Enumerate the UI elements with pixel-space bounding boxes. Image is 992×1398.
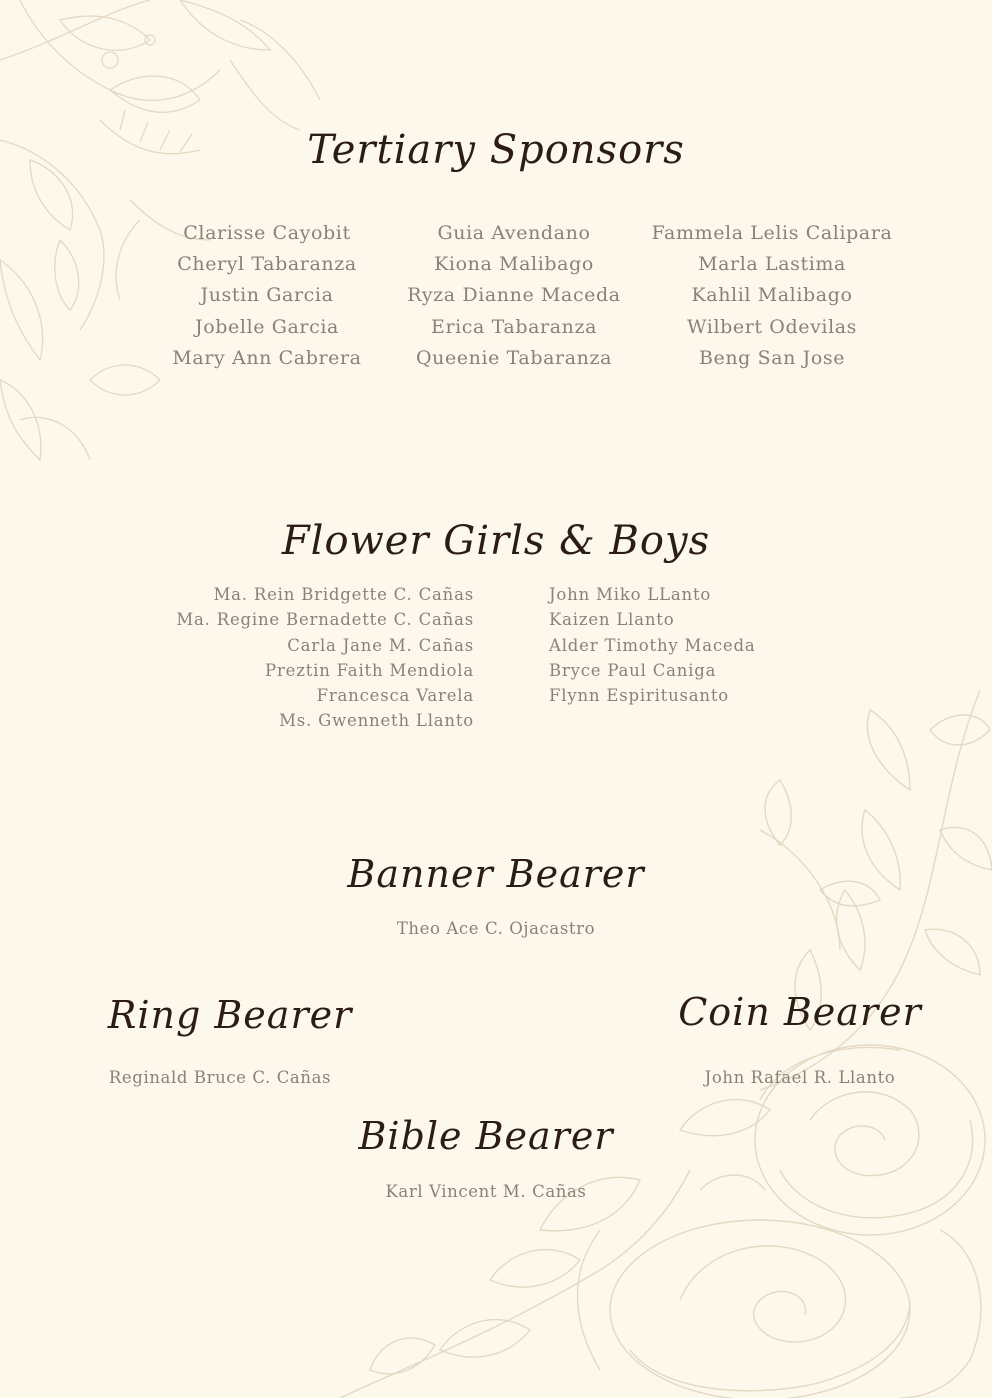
flower-girls-boys-title: Flower Girls & Boys: [281, 518, 711, 564]
list-item: Marla Lastima: [698, 253, 846, 276]
coin-bearer-title: Coin Bearer: [678, 990, 922, 1034]
tertiary-sponsors-column-2: [389, 218, 639, 374]
list-item: Mary Ann Cabrera: [172, 346, 362, 369]
bible-bearer-name: Karl Vincent M. Cañas: [385, 1182, 587, 1201]
list-item: Clarisse Cayobit: [183, 222, 351, 244]
ring-bearer-name: Reginald Bruce C. Cañas: [108, 1068, 332, 1087]
list-item: Fammela Lelis Calipara: [651, 222, 893, 244]
list-item: Erica Tabaranza: [430, 315, 598, 338]
list-item: Ryza Dianne Maceda: [407, 284, 621, 307]
list-item: Ma. Rein Bridgette C. Cañas: [213, 585, 474, 604]
list-item: Flynn Espiritusanto: [549, 686, 730, 706]
list-item: Ma. Regine Bernadette C. Cañas: [176, 610, 474, 630]
tertiary-sponsors-column-1: [147, 218, 387, 374]
list-item: Kaizen Llanto: [549, 610, 675, 630]
list-item: Beng San Jose: [698, 346, 846, 369]
list-item: Alder Timothy Maceda: [549, 635, 756, 655]
list-item: Guia Avendano: [437, 222, 591, 244]
tertiary-sponsors-title: Tertiary Sponsors: [307, 127, 685, 173]
floral-bottom-right-icon: [340, 670, 992, 1398]
flower-boys-list: [549, 582, 849, 708]
list-item: Carla Jane M. Cañas: [287, 635, 474, 655]
list-item: Justin Garcia: [200, 284, 334, 307]
list-item: Cheryl Tabaranza: [177, 253, 357, 276]
list-item: Queenie Tabaranza: [415, 346, 613, 369]
list-item: Bryce Paul Caniga: [549, 660, 717, 680]
list-item: Ms. Gwenneth Llanto: [279, 711, 474, 731]
banner-bearer-name: Theo Ace C. Ojacastro: [396, 919, 596, 938]
coin-bearer-name: John Rafael R. Llanto: [704, 1068, 896, 1087]
list-item: Jobelle Garcia: [195, 315, 339, 338]
ring-bearer-title: Ring Bearer: [107, 993, 353, 1037]
list-item: Kiona Malibago: [434, 253, 594, 276]
bible-bearer-title: Bible Bearer: [358, 1114, 614, 1158]
list-item: Francesca Varela: [316, 686, 474, 706]
flower-girls-list: [140, 582, 474, 734]
banner-bearer-title: Banner Bearer: [347, 852, 645, 896]
list-item: John Miko LLanto: [549, 585, 712, 604]
list-item: Preztin Faith Mendiola: [265, 660, 474, 680]
tertiary-sponsors-column-3: [632, 218, 912, 374]
list-item: Kahlil Malibago: [691, 284, 853, 307]
list-item: Wilbert Odevilas: [686, 315, 858, 338]
